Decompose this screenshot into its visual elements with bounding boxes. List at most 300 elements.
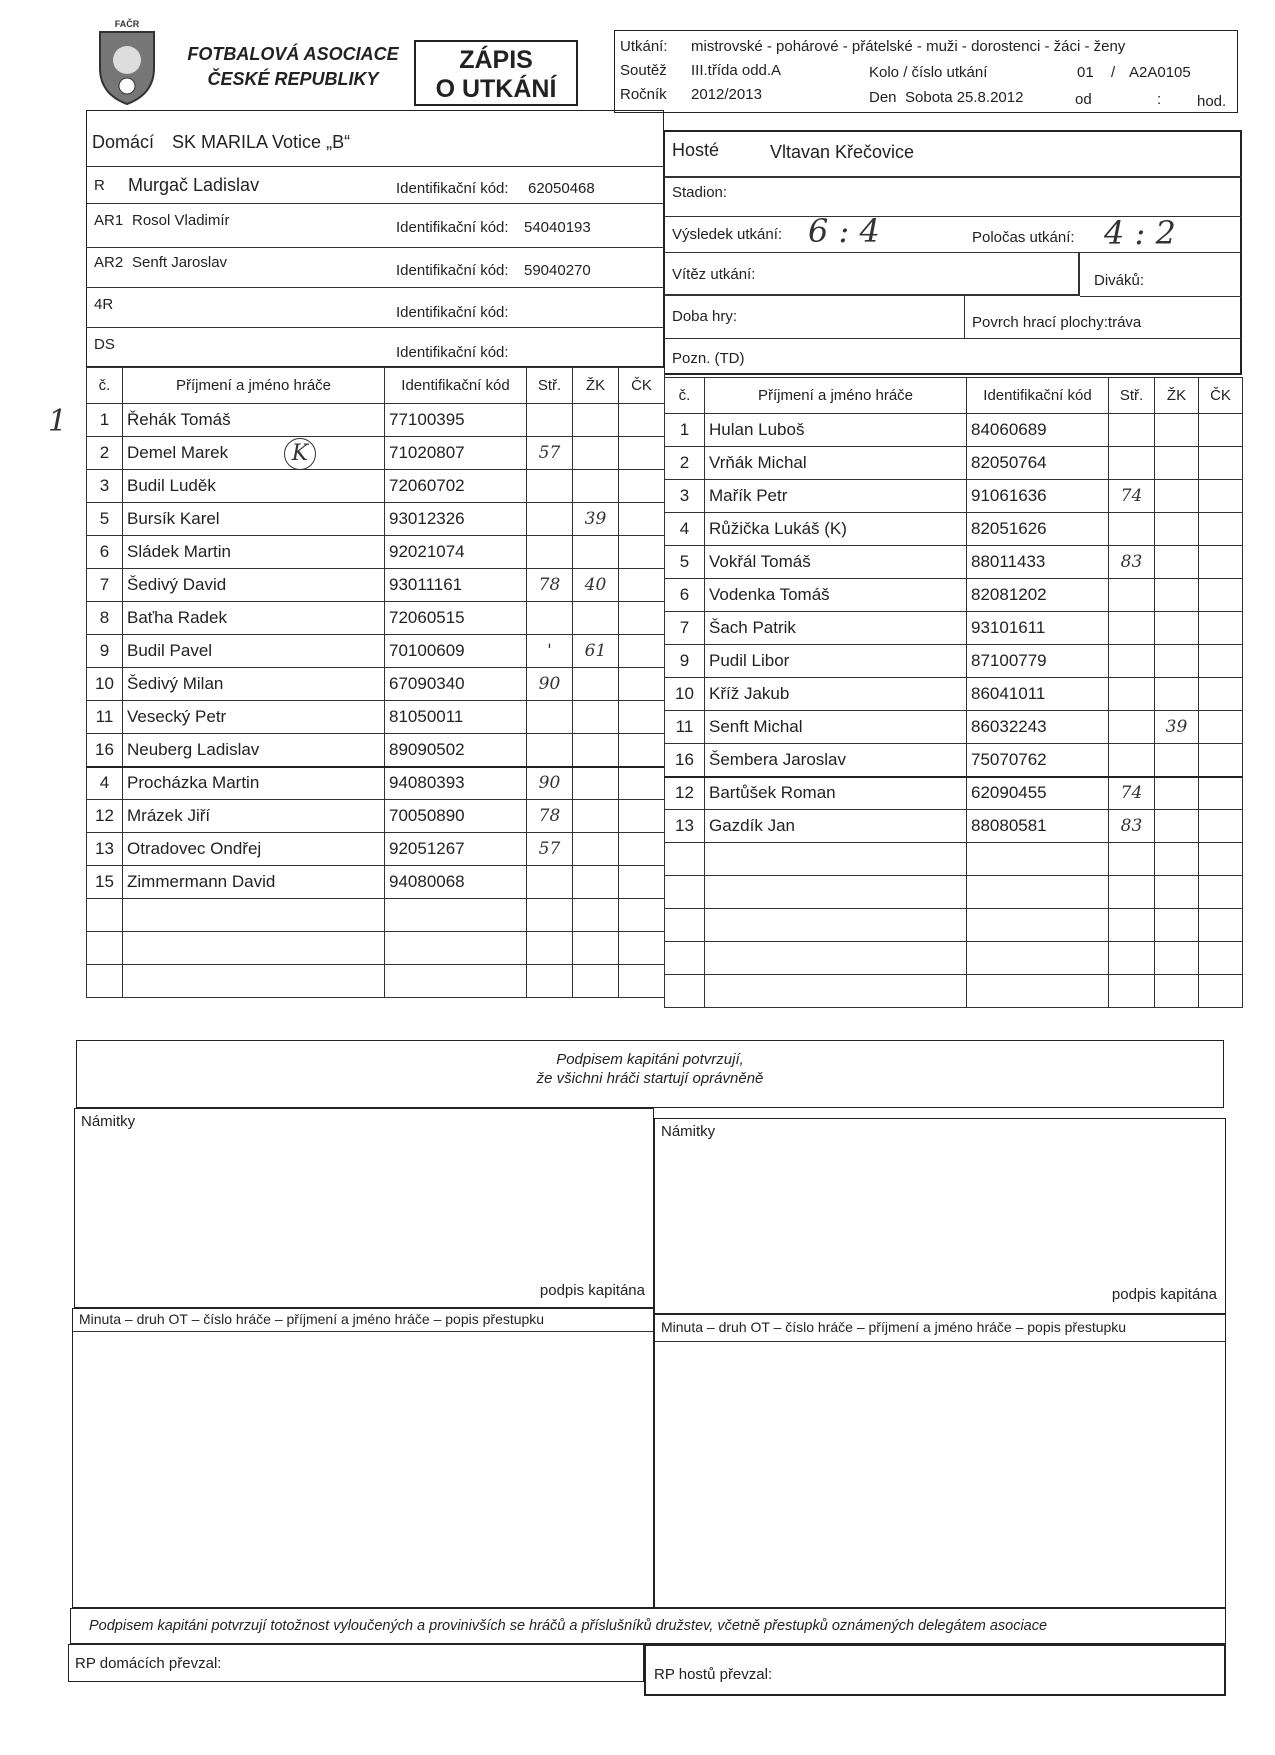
player-id bbox=[967, 843, 1109, 876]
player-ck bbox=[619, 635, 665, 668]
home-team-name: SK MARILA Votice „B“ bbox=[172, 132, 351, 152]
player-num: 1 bbox=[665, 414, 705, 447]
player-str: 57 bbox=[527, 833, 573, 866]
official-name: Murgač Ladislav bbox=[128, 175, 260, 195]
player-name: Řehák Tomáš bbox=[123, 404, 385, 437]
player-name: Růžička Lukáš (K) bbox=[705, 513, 967, 546]
player-id: 70050890 bbox=[385, 800, 527, 833]
player-str bbox=[1109, 975, 1155, 1008]
result-value: 6 : 4 bbox=[808, 212, 880, 250]
player-name bbox=[123, 965, 385, 998]
player-num: 3 bbox=[87, 470, 123, 503]
player-str bbox=[1109, 579, 1155, 612]
rocnik-value: 2012/2013 bbox=[691, 86, 762, 103]
player-ck bbox=[1199, 777, 1243, 810]
guest-rp-label: RP hostů převzal: bbox=[654, 1666, 773, 1683]
player-zk bbox=[573, 866, 619, 899]
halftime-label: Poločas utkání: bbox=[972, 229, 1075, 246]
player-ck bbox=[619, 503, 665, 536]
fotbal-asociace-logo bbox=[92, 18, 162, 106]
player-ck bbox=[619, 734, 665, 767]
official-id-label: Identifikační kód: bbox=[396, 344, 509, 361]
col-str: Stř. bbox=[527, 368, 573, 404]
player-zk bbox=[1155, 447, 1199, 480]
player-zk bbox=[1155, 645, 1199, 678]
player-name: Demel Marek bbox=[123, 437, 385, 470]
player-ck bbox=[619, 767, 665, 800]
player-row bbox=[87, 569, 665, 602]
spectators-label: Diváků: bbox=[1094, 272, 1145, 289]
player-num: 9 bbox=[665, 645, 705, 678]
player-num: 16 bbox=[87, 734, 123, 767]
player-name: Mařík Petr bbox=[705, 480, 967, 513]
player-num: 7 bbox=[87, 569, 123, 602]
soutez-value: III.třída odd.A bbox=[691, 62, 782, 79]
player-num: 11 bbox=[87, 701, 123, 734]
player-name: Hulan Luboš bbox=[705, 414, 967, 447]
official-id: 54040193 bbox=[524, 219, 591, 236]
player-id: 86041011 bbox=[967, 678, 1109, 711]
player-ck bbox=[619, 701, 665, 734]
player-id: 91061636 bbox=[967, 480, 1109, 513]
player-id: 88011433 bbox=[967, 546, 1109, 579]
stadion-label: Stadion: bbox=[672, 184, 728, 201]
utkani-types: mistrovské - pohárové - přátelské - muži - dorostenci - žáci - ženy bbox=[691, 38, 1126, 55]
cislo-separator: / bbox=[1111, 64, 1116, 81]
player-ck bbox=[619, 932, 665, 965]
player-row bbox=[87, 404, 665, 437]
player-id: 77100395 bbox=[385, 404, 527, 437]
player-row bbox=[665, 711, 1243, 744]
player-ck bbox=[1199, 909, 1243, 942]
player-row bbox=[665, 645, 1243, 678]
official-role: AR2 bbox=[94, 254, 124, 271]
guest-roster-table bbox=[664, 377, 1243, 1008]
player-row bbox=[665, 876, 1243, 909]
player-str bbox=[527, 866, 573, 899]
footer-confirmation: Podpisem kapitáni potvrzují totožnost vyloučených a provinivších se hráčů a příslušníků družstev, včetně přestupků oznámených delegátem asociace bbox=[89, 1618, 1048, 1634]
player-str bbox=[527, 899, 573, 932]
player-id: 92051267 bbox=[385, 833, 527, 866]
player-ck bbox=[1199, 546, 1243, 579]
player-name bbox=[123, 899, 385, 932]
player-id: 87100779 bbox=[967, 645, 1109, 678]
player-name: Šedivý Milan bbox=[123, 668, 385, 701]
player-row bbox=[665, 777, 1243, 810]
player-zk bbox=[1155, 909, 1199, 942]
player-row bbox=[87, 635, 665, 668]
player-zk bbox=[1155, 810, 1199, 843]
player-ck bbox=[1199, 513, 1243, 546]
player-row bbox=[665, 513, 1243, 546]
player-zk bbox=[1155, 876, 1199, 909]
player-id: 81050011 bbox=[385, 701, 527, 734]
den-value: Sobota 25.8.2012 bbox=[905, 89, 1024, 106]
player-zk bbox=[1155, 678, 1199, 711]
player-name: Vodenka Tomáš bbox=[705, 579, 967, 612]
player-id bbox=[967, 876, 1109, 909]
captains-note-line2: že všichni hráči startují oprávněně bbox=[536, 1070, 764, 1087]
doc-title-line2: O UTKÁNÍ bbox=[435, 75, 557, 103]
hod-label: hod. bbox=[1197, 93, 1227, 110]
player-id: 67090340 bbox=[385, 668, 527, 701]
surface-field bbox=[972, 314, 1141, 331]
player-name bbox=[705, 843, 967, 876]
player-id bbox=[385, 965, 527, 998]
player-name: Bartůšek Roman bbox=[705, 777, 967, 810]
player-row bbox=[665, 744, 1243, 777]
surface-value: tráva bbox=[1107, 314, 1142, 331]
player-zk bbox=[573, 437, 619, 470]
player-id: 71020807 bbox=[385, 437, 527, 470]
player-str: 78 bbox=[527, 569, 573, 602]
player-num bbox=[665, 942, 705, 975]
player-num: 4 bbox=[665, 513, 705, 546]
player-str: 74 bbox=[1109, 480, 1155, 513]
guests-label: Hosté bbox=[672, 140, 720, 160]
den-label: Den bbox=[869, 89, 897, 106]
player-zk: 39 bbox=[1155, 711, 1199, 744]
player-str bbox=[1109, 909, 1155, 942]
player-num: 6 bbox=[665, 579, 705, 612]
player-id: 82081202 bbox=[967, 579, 1109, 612]
player-ck bbox=[619, 536, 665, 569]
col-zk: ŽK bbox=[1155, 378, 1199, 414]
player-str: 78 bbox=[527, 800, 573, 833]
player-id: 88080581 bbox=[967, 810, 1109, 843]
player-zk: 40 bbox=[573, 569, 619, 602]
official-id-label: Identifikační kód: bbox=[396, 262, 509, 279]
player-ck bbox=[1199, 480, 1243, 513]
match-info-box bbox=[614, 30, 1238, 113]
player-ck bbox=[1199, 612, 1243, 645]
player-name: Vokřál Tomáš bbox=[705, 546, 967, 579]
player-str: 90 bbox=[527, 767, 573, 800]
doc-title-line1: ZÁPIS bbox=[459, 46, 533, 74]
player-zk bbox=[573, 800, 619, 833]
player-str bbox=[1109, 711, 1155, 744]
kolo-label: Kolo / číslo utkání bbox=[869, 64, 988, 81]
player-str: 83 bbox=[1109, 810, 1155, 843]
player-ck bbox=[619, 569, 665, 602]
player-zk: 61 bbox=[573, 635, 619, 668]
player-row bbox=[87, 899, 665, 932]
player-num bbox=[87, 965, 123, 998]
player-zk bbox=[573, 767, 619, 800]
official-id-label: Identifikační kód: bbox=[396, 304, 509, 321]
player-name: Otradovec Ondřej bbox=[123, 833, 385, 866]
player-row bbox=[665, 909, 1243, 942]
player-row bbox=[87, 767, 665, 800]
player-row bbox=[665, 942, 1243, 975]
player-str bbox=[1109, 744, 1155, 777]
player-ck bbox=[1199, 942, 1243, 975]
player-ck bbox=[619, 965, 665, 998]
player-row bbox=[665, 612, 1243, 645]
player-zk bbox=[573, 833, 619, 866]
guest-roster-body bbox=[665, 414, 1243, 1008]
captains-note-box bbox=[76, 1040, 1224, 1108]
player-name: Šach Patrik bbox=[705, 612, 967, 645]
player-num: 6 bbox=[87, 536, 123, 569]
player-zk bbox=[1155, 843, 1199, 876]
player-num: 5 bbox=[87, 503, 123, 536]
player-str bbox=[527, 602, 573, 635]
player-name: Vrňák Michal bbox=[705, 447, 967, 480]
player-row bbox=[87, 503, 665, 536]
home-captain-signature: podpis kapitána bbox=[539, 1282, 645, 1299]
player-num: 12 bbox=[665, 777, 705, 810]
halftime-value: 4 : 2 bbox=[1104, 214, 1176, 252]
player-zk bbox=[1155, 744, 1199, 777]
home-offenses-box bbox=[72, 1308, 654, 1608]
org-line2: ČESKÉ REPUBLIKY bbox=[207, 69, 379, 89]
player-zk bbox=[1155, 777, 1199, 810]
player-name: Senft Michal bbox=[705, 711, 967, 744]
player-zk bbox=[1155, 975, 1199, 1008]
player-ck bbox=[619, 470, 665, 503]
col-id: Identifikační kód bbox=[967, 378, 1109, 414]
player-ck bbox=[619, 404, 665, 437]
official-id-label: Identifikační kód: bbox=[396, 219, 509, 236]
home-roster-body bbox=[87, 404, 665, 998]
player-num: 16 bbox=[665, 744, 705, 777]
player-str bbox=[527, 536, 573, 569]
player-name: Budil Pavel bbox=[123, 635, 385, 668]
note-label: Pozn. (TD) bbox=[672, 350, 745, 367]
player-id: 93012326 bbox=[385, 503, 527, 536]
official-id: 62050468 bbox=[528, 180, 595, 197]
player-num: 13 bbox=[87, 833, 123, 866]
rocnik-label: Ročník bbox=[620, 86, 667, 103]
col-ck: ČK bbox=[1199, 378, 1243, 414]
official-id: 59040270 bbox=[524, 262, 591, 279]
player-zk bbox=[573, 602, 619, 635]
player-str: 83 bbox=[1109, 546, 1155, 579]
player-zk bbox=[1155, 414, 1199, 447]
player-num bbox=[665, 909, 705, 942]
player-ck bbox=[1199, 876, 1243, 909]
player-str bbox=[527, 404, 573, 437]
player-str: 57 bbox=[527, 437, 573, 470]
player-name: Mrázek Jiří bbox=[123, 800, 385, 833]
home-roster-header bbox=[87, 368, 665, 404]
player-str bbox=[1109, 843, 1155, 876]
guest-offenses-box bbox=[654, 1314, 1226, 1608]
official-role: R bbox=[94, 177, 105, 194]
player-num: 12 bbox=[87, 800, 123, 833]
player-num: 9 bbox=[87, 635, 123, 668]
margin-mark: 1 bbox=[48, 404, 68, 439]
player-name: Šedivý David bbox=[123, 569, 385, 602]
cislo-value: A2A0105 bbox=[1129, 64, 1191, 81]
guest-offenses-header: Minuta – druh OT – číslo hráče – příjmení a jméno hráče – popis přestupku bbox=[661, 1319, 1127, 1335]
player-ck bbox=[1199, 447, 1243, 480]
player-num: 3 bbox=[665, 480, 705, 513]
player-name: Sládek Martin bbox=[123, 536, 385, 569]
player-num: 7 bbox=[665, 612, 705, 645]
player-num: 11 bbox=[665, 711, 705, 744]
player-id: 72060515 bbox=[385, 602, 527, 635]
player-row bbox=[87, 536, 665, 569]
player-str bbox=[1109, 876, 1155, 909]
player-zk bbox=[1155, 546, 1199, 579]
utkani-label: Utkání: bbox=[620, 38, 668, 55]
player-num bbox=[665, 975, 705, 1008]
player-id: 75070762 bbox=[967, 744, 1109, 777]
player-ck bbox=[1199, 810, 1243, 843]
player-num: 8 bbox=[87, 602, 123, 635]
footer-confirmation-box bbox=[70, 1608, 1226, 1644]
player-ck bbox=[1199, 744, 1243, 777]
player-zk bbox=[573, 701, 619, 734]
player-row bbox=[665, 414, 1243, 447]
player-row bbox=[665, 579, 1243, 612]
player-name bbox=[705, 942, 967, 975]
guest-objections-box bbox=[654, 1118, 1226, 1314]
col-ck: ČK bbox=[619, 368, 665, 404]
player-num: 4 bbox=[87, 767, 123, 800]
player-id bbox=[967, 909, 1109, 942]
player-zk bbox=[573, 470, 619, 503]
player-name: Šembera Jaroslav bbox=[705, 744, 967, 777]
player-name: Pudil Libor bbox=[705, 645, 967, 678]
player-row bbox=[87, 470, 665, 503]
result-label: Výsledek utkání: bbox=[672, 226, 783, 243]
player-id: 93011161 bbox=[385, 569, 527, 602]
col-id: Identifikační kód bbox=[385, 368, 527, 404]
col-str: Stř. bbox=[1109, 378, 1155, 414]
captain-mark: K bbox=[284, 438, 316, 470]
player-num bbox=[665, 843, 705, 876]
player-id: 82050764 bbox=[967, 447, 1109, 480]
player-zk bbox=[1155, 513, 1199, 546]
home-offenses-header: Minuta – druh OT – číslo hráče – příjmení a jméno hráče – popis přestupku bbox=[79, 1311, 545, 1327]
player-num bbox=[665, 876, 705, 909]
player-name bbox=[705, 909, 967, 942]
player-num: 2 bbox=[87, 437, 123, 470]
logo-text: FAČR bbox=[114, 19, 140, 29]
player-ck bbox=[1199, 843, 1243, 876]
col-zk: ŽK bbox=[573, 368, 619, 404]
player-str: 90 bbox=[527, 668, 573, 701]
player-id: 93101611 bbox=[967, 612, 1109, 645]
player-ck bbox=[1199, 645, 1243, 678]
player-name: Baťha Radek bbox=[123, 602, 385, 635]
player-zk bbox=[1155, 612, 1199, 645]
player-str bbox=[527, 503, 573, 536]
official-role: 4R bbox=[94, 296, 114, 313]
player-ck bbox=[1199, 975, 1243, 1008]
duration-label: Doba hry: bbox=[672, 308, 738, 325]
od-label: od bbox=[1075, 91, 1092, 108]
player-id: 72060702 bbox=[385, 470, 527, 503]
player-name: Zimmermann David bbox=[123, 866, 385, 899]
player-row bbox=[87, 437, 665, 470]
player-id: 62090455 bbox=[967, 777, 1109, 810]
player-ck bbox=[1199, 711, 1243, 744]
home-rp-box bbox=[68, 1644, 644, 1682]
player-zk bbox=[573, 734, 619, 767]
player-zk bbox=[573, 899, 619, 932]
player-ck bbox=[619, 800, 665, 833]
player-str: ' bbox=[527, 635, 573, 668]
player-num: 10 bbox=[665, 678, 705, 711]
player-id bbox=[385, 899, 527, 932]
player-row bbox=[87, 965, 665, 998]
col-num: č. bbox=[87, 368, 123, 404]
player-str bbox=[1109, 678, 1155, 711]
home-objections-box bbox=[74, 1108, 654, 1308]
player-num: 10 bbox=[87, 668, 123, 701]
player-ck bbox=[1199, 678, 1243, 711]
player-id: 82051626 bbox=[967, 513, 1109, 546]
player-num: 5 bbox=[665, 546, 705, 579]
org-name bbox=[178, 44, 408, 90]
col-name: Příjmení a jméno hráče bbox=[705, 378, 967, 414]
player-row bbox=[87, 800, 665, 833]
player-zk bbox=[573, 404, 619, 437]
player-row bbox=[665, 843, 1243, 876]
player-id: 89090502 bbox=[385, 734, 527, 767]
player-row bbox=[665, 975, 1243, 1008]
guest-captain-signature: podpis kapitána bbox=[1111, 1286, 1217, 1303]
player-row bbox=[87, 833, 665, 866]
player-id: 84060689 bbox=[967, 414, 1109, 447]
player-ck bbox=[619, 437, 665, 470]
player-row bbox=[87, 932, 665, 965]
official-name: Senft Jaroslav bbox=[132, 254, 228, 271]
player-zk bbox=[1155, 579, 1199, 612]
player-row bbox=[665, 810, 1243, 843]
player-str bbox=[1109, 447, 1155, 480]
player-id: 86032243 bbox=[967, 711, 1109, 744]
surface-label: Povrch hrací plochy: bbox=[972, 314, 1108, 331]
official-role: DS bbox=[94, 336, 115, 353]
official-id-label: Identifikační kód: bbox=[396, 180, 509, 197]
player-str bbox=[527, 470, 573, 503]
player-name: Budil Luděk bbox=[123, 470, 385, 503]
player-row bbox=[665, 447, 1243, 480]
player-str bbox=[527, 701, 573, 734]
player-id: 94080393 bbox=[385, 767, 527, 800]
player-id: 70100609 bbox=[385, 635, 527, 668]
guest-roster-header bbox=[665, 378, 1243, 414]
player-str bbox=[1109, 414, 1155, 447]
player-zk bbox=[573, 668, 619, 701]
player-name bbox=[705, 975, 967, 1008]
player-name: Bursík Karel bbox=[123, 503, 385, 536]
player-id: 94080068 bbox=[385, 866, 527, 899]
doc-title bbox=[414, 40, 578, 106]
player-num bbox=[87, 899, 123, 932]
col-num: č. bbox=[665, 378, 705, 414]
player-name: Gazdík Jan bbox=[705, 810, 967, 843]
player-name: Neuberg Ladislav bbox=[123, 734, 385, 767]
org-line1: FOTBALOVÁ ASOCIACE bbox=[187, 44, 399, 64]
player-row bbox=[665, 678, 1243, 711]
player-str bbox=[527, 965, 573, 998]
official-name: Rosol Vladimír bbox=[132, 212, 230, 229]
player-row bbox=[87, 701, 665, 734]
player-name bbox=[123, 932, 385, 965]
player-num: 15 bbox=[87, 866, 123, 899]
player-id bbox=[967, 975, 1109, 1008]
player-name: Procházka Martin bbox=[123, 767, 385, 800]
player-str bbox=[1109, 513, 1155, 546]
player-num: 2 bbox=[665, 447, 705, 480]
player-str bbox=[1109, 612, 1155, 645]
